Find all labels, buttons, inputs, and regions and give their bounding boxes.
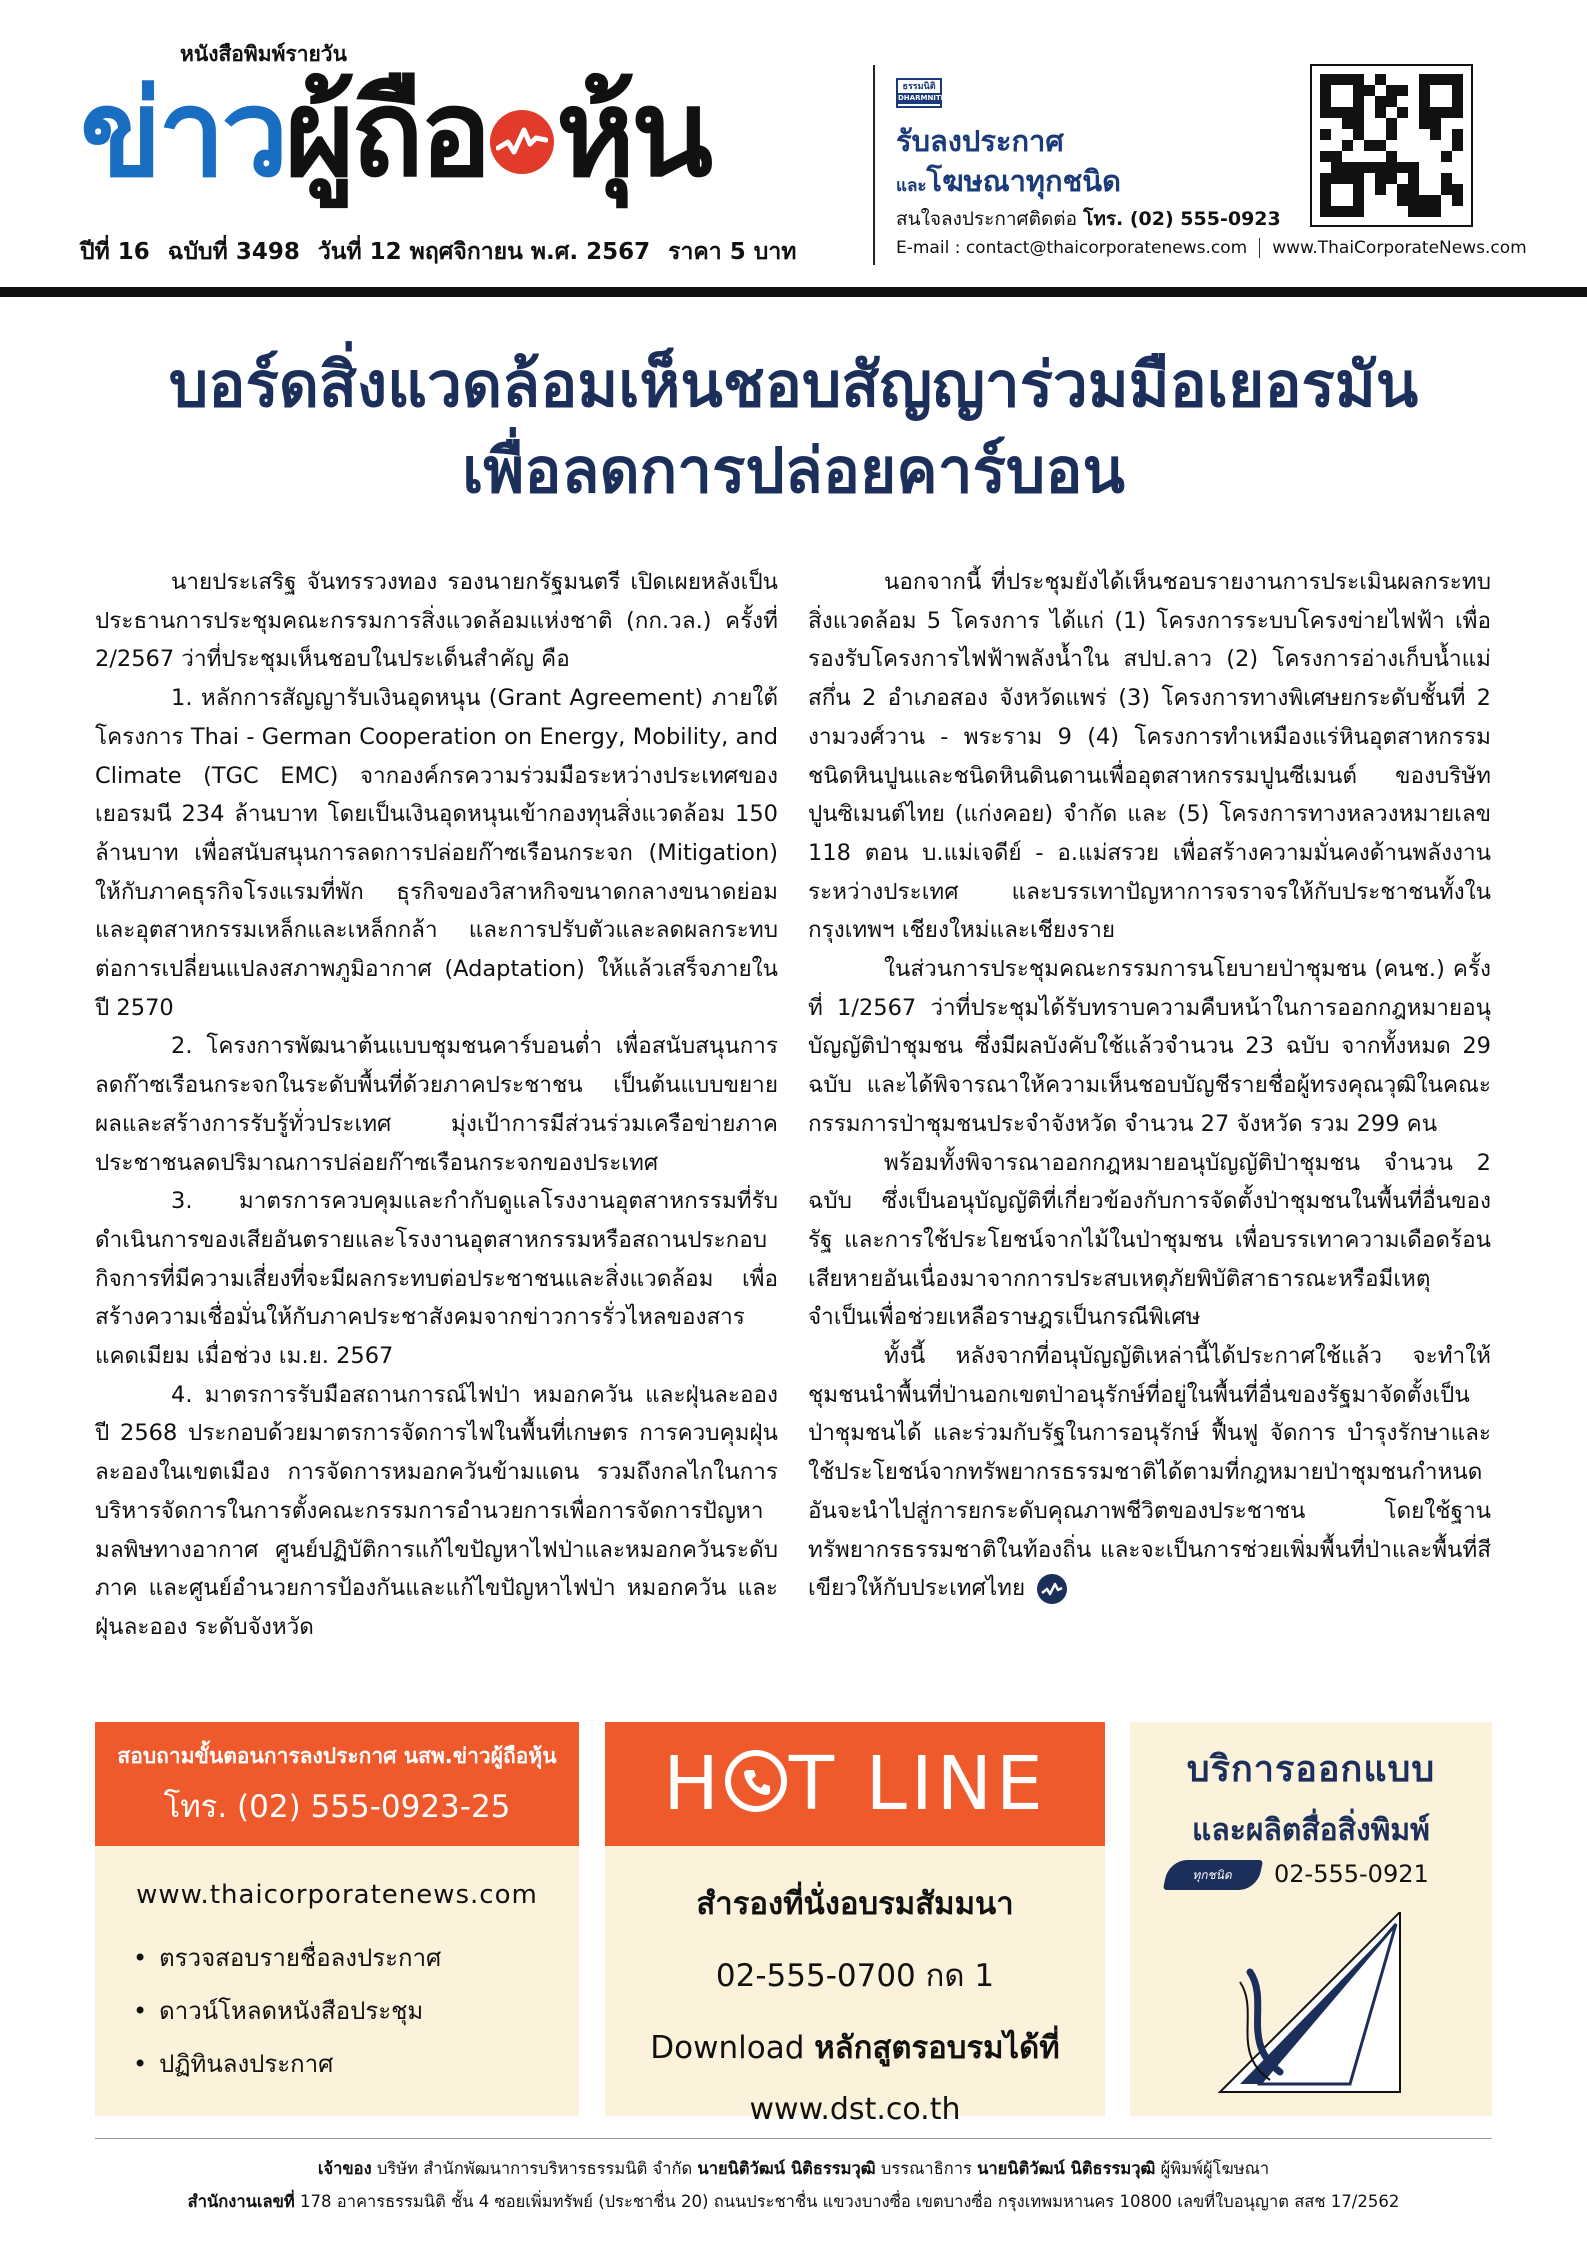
hotline-box (605, 1722, 1105, 2127)
print-service-phone[interactable]: 02-555-0921 (1274, 1860, 1429, 1888)
brand-brush-label: ทุกชนิด (1163, 1860, 1263, 1890)
print-service-box (1130, 1722, 1492, 2116)
print-service-subtitle: และผลิตสื่อสิ่งพิมพ์ (1192, 1813, 1430, 1848)
footer-imprint (60, 2152, 1527, 2218)
logo-kicker: หนังสือพิมพ์รายวัน (180, 42, 347, 66)
ad-line-1: รับลงประกาศ (896, 124, 1064, 158)
promo-announcement-title: สอบถามขั้นตอนการลงประกาศ นสพ.ข่าวผู้ถือหุ้น (117, 1744, 557, 1768)
stock-chart-icon (490, 110, 554, 174)
issue-date: วันที่ 12 พฤศจิกายน พ.ศ. 2567 (317, 239, 651, 265)
article-paragraph: 3. มาตรการควบคุมและกำกับดูแลโรงงานอุตสาหกรรมที่รับดำเนินการของเสียอันตรายและโรงงานอุตสาหกรรมหรือสถานประกอบกิจการที่มีความเสี่ยงที่จะมีผลกระทบต่อประชาชนและสิ่งแวดล้อม เพื่อสร้างความเชื่อมั่นให้กับภาคประชาสังคมจากข่าวการรั่วไหลของสารแคดเมียม เมื่อช่วง เม.ย. 2567 (95, 1188, 778, 1370)
contact-label: สนใจลงประกาศติดต่อ (896, 208, 1078, 230)
article-paragraph: ในส่วนการประชุมคณะกรรมการนโยบายป่าชุมชน (คนช.) ครั้งที่ 1/2567 ว่าที่ประชุมได้รับทราบความคืบหน้าในการออกกฎหมายอนุบัญญัติป่าชุมชน ซึ่งมีผลบังคับใช้แล้วจำนวน 23 ฉบับ จากทั้งหมด 29 ฉบับ และได้พิจารณาให้ความเห็นชอบบัญชีรายชื่อผู้ทรงคุณวุฒิในคณะกรรมการป่าชุมชนประจำจังหวัด จำนวน 27 จังหวัด รวม 299 คน (808, 956, 1491, 1137)
issue-number: ฉบับที่ 3498 (167, 239, 300, 265)
masthead-rule (0, 287, 1587, 297)
separator (1259, 238, 1260, 258)
badge-top: ธรรมนิติ (902, 82, 936, 92)
hotline-body (605, 1878, 1105, 2127)
qr-code-icon[interactable] (1310, 64, 1473, 227)
publisher-role: ผู้พิมพ์ผู้โฆษณา (1160, 2159, 1270, 2178)
masthead-divider (873, 65, 875, 265)
qr-code-pattern (1320, 74, 1463, 217)
logo-part-3: หุ้น (555, 65, 709, 204)
end-of-article-icon (1037, 1574, 1067, 1604)
newspaper-logo-block (80, 38, 860, 268)
print-service-contact (1166, 1856, 1466, 1892)
logo-part-1: ข่าว (80, 65, 285, 204)
footer-line-2 (60, 2185, 1527, 2218)
footer-rule (95, 2138, 1492, 2139)
list-item[interactable]: • ปฏิทินลงประกาศ (133, 2038, 579, 2091)
website-link[interactable]: www.ThaiCorporateNews.com (1272, 238, 1527, 258)
article-paragraph: 2. โครงการพัฒนาต้นแบบชุมชนคาร์บอนต่ำ เพื่อสนับสนุนการลดก๊าซเรือนกระจกในระดับพื้นที่ด้วยภาคประชาชน เป็นต้นแบบขยายผลและสร้างการรับรู้ทั่วประเทศ มุ่งเป้าการมีส่วนร่วมเครือข่ายภาคประชาชนลดปริมาณการปล่อยก๊าซเรือนกระจกของประเทศ (95, 1033, 778, 1176)
hotline-title-rest: T LINE (788, 1741, 1047, 1827)
footer-line-1 (60, 2152, 1527, 2185)
badge-bottom: DHARMNITI (898, 94, 944, 102)
hotline-title (605, 1722, 1105, 1846)
promo-announcement-header (95, 1722, 579, 1846)
hotline-phone[interactable]: 02-555-0700 กด 1 (715, 1958, 995, 1994)
article-paragraph: นายประเสริฐ จันทรรวงทอง รองนายกรัฐมนตรี เปิดเผยหลังเป็นประธานการประชุมคณะกรรมการสิ่งแวดล้อมแห่งชาติ (กก.วล.) ครั้งที่ 2/2567 ว่าที่ประชุมเห็นชอบในประเด็นสำคัญ คือ (95, 569, 778, 673)
editor-name: นายนิติวัฒน์ นิติธรรมวุฒิ (697, 2159, 876, 2178)
issue-year: ปีที่ 16 (80, 239, 150, 265)
ad-line-2-prefix: และ (896, 176, 927, 196)
hotline-download (605, 2022, 1105, 2072)
ad-line-2 (896, 158, 1121, 204)
paper-plane-logo-icon (1200, 1912, 1430, 2102)
article-paragraph (808, 1337, 1491, 1608)
article-paragraph: นอกจากนี้ ที่ประชุมยังได้เห็นชอบรายงานการประเมินผลกระทบสิ่งแวดล้อม 5 โครงการ ได้แก่ (1) โครงการระบบโครงข่ายไฟฟ้า เพื่อรองรับโครงการไฟฟ้าพลังน้ำใน สปป.ลาว (2) โครงการอ่างเก็บน้ำแม่สกึ่น 2 อำเภอสอง จังหวัดแพร่ (3) โครงการทางพิเศษยกระดับชั้นที่ 2 งามวงศ์วาน - พระราม 9 (4) โครงการทำเหมืองแร่หินอุตสาหกรรมชนิดหินปูนและชนิดหินดินดานเพื่ออุตสาหกรรมปูนซีเมนต์ ของบริษัท ปูนซิเมนต์ไทย (แก่งคอย) จำกัด และ (5) โครงการทางหลวงหมายเลข 118 ตอน บ.แม่เจดีย์ - อ.แม่สรวย เพื่อสร้างความมั่นคงด้านพลังงานระหว่างประเทศ และบรรเทาปัญหาการจราจรให้กับประชาชนทั้งในกรุงเทพฯ เชียงใหม่และเชียงราย (808, 569, 1491, 944)
issue-line (80, 234, 814, 270)
owner-name: บริษัท สำนักพัฒนาการบริหารธรรมนิติ จำกัด (376, 2159, 693, 2178)
phone-icon (725, 1750, 787, 1812)
contact-phone[interactable]: โทร. (02) 555-0923 (1083, 208, 1281, 230)
ad-line-2-text: โฆษณาทุกชนิด (926, 164, 1121, 198)
promo-website-link[interactable]: www.thaicorporatenews.com (136, 1880, 538, 1910)
promo-announcement-box (95, 1722, 579, 2116)
headline-line-1: บอร์ดสิ่งแวดล้อมเห็นชอบสัญญาร่วมมือเยอรมัน (168, 348, 1419, 421)
print-service-title: บริการออกแบบ (1186, 1749, 1436, 1790)
hotline-title-h: H (663, 1741, 723, 1827)
promo-announcement-phone[interactable]: โทร. (02) 555-0923-25 (163, 1789, 511, 1825)
article-paragraph: พร้อมทั้งพิจารณาออกกฎหมายอนุบัญญัติป่าชุมชน จำนวน 2 ฉบับ ซึ่งเป็นอนุบัญญัติที่เกี่ยวข้องกับการจัดตั้งป่าชุมชนในพื้นที่อื่นของรัฐ และการใช้ประโยชน์จากไม้ในป่าชุมชน เพื่อบรรเทาความเดือดร้อนเสียหายอันเนื่องมาจากการประสบเหตุภัยพิบัติสาธารณะหรือมีเหตุจำเป็นเพื่อช่วยเหลือราษฎรเป็นกรณีพิเศษ (808, 1149, 1491, 1331)
list-item[interactable]: • ตรวจสอบรายชื่อลงประกาศ (133, 1932, 579, 1985)
headline-line-2: เพื่อลดการปล่อยคาร์บอน (462, 434, 1125, 507)
contact-email[interactable]: E-mail : contact@thaicorporatenews.com (896, 238, 1248, 258)
owner-label: เจ้าของ (317, 2159, 372, 2178)
article-paragraph: 1. หลักการสัญญารับเงินอุดหนุน (Grant Agreement) ภายใต้โครงการ Thai - German Cooperation on Energy, Mobility, and Climate (TGC EMC) จากองค์กรความร่วมมือระหว่างประเทศของเยอรมนี 234 ล้านบาท โดยเป็นเงินอุดหนุนเข้ากองทุนสิ่งแวดล้อม 150 ล้านบาท เพื่อสนับสนุนการลดการปล่อยก๊าซเรือนกระจก (Mitigation) ให้กับภาคธุรกิจโรงแรมที่พัก ธุรกิจของวิสาหกิจขนาดกลางขนาดย่อม และอุตสาหกรรมเหล็กและเหล็กกล้า และการปรับตัวและลดผลกระทบต่อการเปลี่ยนแปลงสภาพภูมิอากาศ (Adaptation) ให้แล้วเสร็จภายในปี 2570 (95, 685, 778, 1021)
newspaper-logo (80, 60, 709, 210)
article-paragraph: 4. มาตรการรับมือสถานการณ์ไฟป่า หมอกควัน และฝุ่นละออง ปี 2568 ประกอบด้วยมาตรการจัดการไฟในพื้นที่เกษตร การควบคุมฝุ่นละอองในเขตเมือง การจัดการหมอกควันข้ามแดน รวมถึงกลไกในการบริหารจัดการในการตั้งคณะกรรมการอำนวยการเพื่อการจัดการปัญหามลพิษทางอากาศ ศูนย์ปฏิบัติการแก้ไขปัญหาไฟป่าและหมอกควันระดับภาค และศูนย์อำนวยการป้องกันและแก้ไขปัญหาไฟป่า หมอกควัน และฝุ่นละออง ระดับจังหวัด (95, 1381, 778, 1640)
article-column-1 (95, 563, 778, 1647)
hotline-website-link[interactable]: www.dst.co.th (749, 2092, 961, 2127)
office-address: 178 อาคารธรรมนิติ ชั้น 4 ซอยเพิ่มทรัพย์ (ประชาชื่น 20) ถนนประชาชื่น แขวงบางซื่อ เขตบางซื่อ กรุงเทพมหานคร 10800 เลขที่ใบอนุญาต สสช 17/2562 (300, 2192, 1400, 2211)
list-item[interactable]: • ดาวน์โหลดหนังสือประชุม (133, 1985, 579, 2038)
ad-email-line (896, 238, 1527, 258)
editor-role: บรรณาธิการ (880, 2159, 972, 2178)
ad-contact (896, 204, 1281, 234)
article-paragraph-text: ทั้งนี้ หลังจากที่อนุบัญญัติเหล่านี้ได้ประกาศใช้แล้ว จะทำให้ชุมชนนำพื้นที่ป่านอกเขตป่าอนุรักษ์ที่อยู่ในพื้นที่อื่นของรัฐมาจัดตั้งเป็นป่าชุมชนได้ และร่วมกับรัฐในการอนุรักษ์ ฟื้นฟู จัดการ บำรุงรักษาและใช้ประโยชน์จากทรัพยากรธรรมชาติได้ตามที่กฎหมายป่าชุมชนกำหนด อันจะนำไปสู่การยกระดับคุณภาพชีวิตของประชาชน โดยใช้ฐานทรัพยากรธรรมชาติในท้องถิ่น และจะเป็นการช่วยเพิ่มพื้นที่ป่าและพื้นที่สีเขียวให้กับประเทศไทย (808, 1343, 1491, 1602)
hotline-line-1: สำรองที่นั่งอบรมสัมมนา (696, 1886, 1014, 1922)
masthead (0, 0, 1587, 290)
publisher-name: นายนิติวัฒน์ นิติธรรมวุฒิ (977, 2159, 1156, 2178)
issue-price: ราคา 5 บาท (668, 239, 797, 265)
article-column-2 (808, 563, 1491, 1608)
headline (60, 342, 1527, 514)
logo-part-2: ผู้ถือ (284, 65, 488, 204)
hotline-download-text: หลักสูตรอบรมได้ที่ (814, 2030, 1060, 2066)
promo-service-list (133, 1932, 579, 2091)
dharmniti-badge (896, 78, 942, 108)
office-label: สำนักงานเลขที่ (187, 2192, 295, 2211)
hotline-download-prefix: Download (650, 2030, 805, 2066)
